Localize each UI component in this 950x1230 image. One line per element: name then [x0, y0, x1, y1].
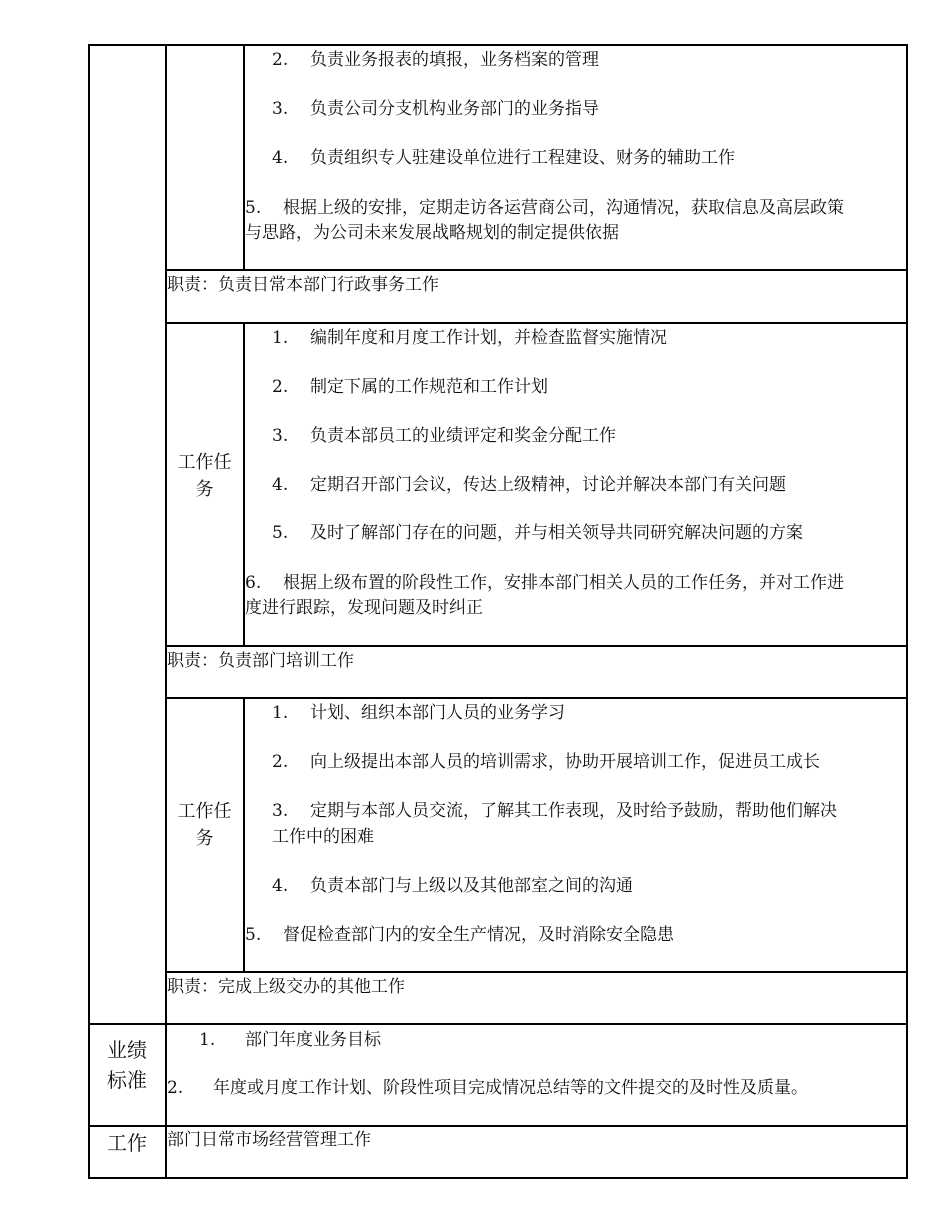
- task-text: 计划、组织本部门人员的业务学习: [310, 703, 565, 723]
- performance-text: 部门年度业务目标: [245, 1030, 381, 1050]
- row-divider: [166, 971, 908, 973]
- duty-row: 职责：完成上级交办的其他工作: [167, 977, 405, 997]
- performance-label: 业绩 标准: [107, 1038, 147, 1092]
- work-label: 工作: [107, 1131, 147, 1155]
- task-number: 2.: [272, 50, 289, 70]
- task-number: 5.: [272, 523, 289, 543]
- row-divider: [166, 269, 908, 271]
- task-text: 根据上级布置的阶段性工作，安排本部门相关人员的工作任务，并对工作进: [283, 573, 844, 593]
- task-text-continued: 度进行跟踪，发现问题及时纠正: [245, 598, 483, 618]
- task-number: 1.: [272, 703, 289, 723]
- task-number: 3.: [272, 426, 289, 446]
- task-text: 根据上级的安排，定期走访各运营商公司，沟通情况，获取信息及高层政策: [283, 198, 844, 218]
- row-divider: [166, 322, 908, 324]
- task-text: 定期与本部人员交流，了解其工作表现，及时给予鼓励，帮助他们解决: [310, 801, 837, 821]
- performance-number: 2.: [167, 1078, 184, 1098]
- duty-row: 职责：负责部门培训工作: [167, 651, 354, 671]
- task-text-continued: 工作中的困难: [272, 827, 374, 847]
- duty-row: 职责：负责日常本部门行政事务工作: [167, 275, 439, 295]
- task-label: 工作任 务: [177, 452, 232, 500]
- table-border-bottom: [88, 1177, 908, 1179]
- task-text: 督促检查部门内的安全生产情况，及时消除安全隐患: [283, 925, 674, 945]
- task-number: 4.: [272, 876, 289, 896]
- performance-text: 年度或月度工作计划、阶段性项目完成情况总结等的文件提交的及时性及质量。: [213, 1078, 808, 1098]
- task-number: 4.: [272, 475, 289, 495]
- task-text: 定期召开部门会议，传达上级精神，讨论并解决本部门有关问题: [310, 475, 786, 495]
- task-number: 6.: [245, 573, 262, 593]
- table-border-right: [906, 44, 908, 1179]
- task-text: 负责本部门与上级以及其他部室之间的沟通: [310, 876, 633, 896]
- performance-number: 1.: [199, 1030, 216, 1050]
- table-border-top: [88, 44, 908, 46]
- row-divider: [166, 697, 908, 699]
- task-number: 2.: [272, 377, 289, 397]
- task-text: 编制年度和月度工作计划，并检查监督实施情况: [310, 328, 667, 348]
- task-number: 3.: [272, 99, 289, 119]
- task-number: 1.: [272, 328, 289, 348]
- table-border-left: [88, 44, 90, 1179]
- task-text: 负责本部员工的业绩评定和奖金分配工作: [310, 426, 616, 446]
- task-number: 5.: [245, 198, 262, 218]
- row-divider: [88, 1125, 908, 1127]
- column-divider: [165, 44, 167, 1179]
- task-label: 工作任 务: [177, 801, 232, 849]
- task-text-continued: 与思路，为公司未来发展战略规划的制定提供依据: [245, 223, 619, 243]
- task-text: 负责公司分支机构业务部门的业务指导: [310, 99, 599, 119]
- task-text: 及时了解部门存在的问题，并与相关领导共同研究解决问题的方案: [310, 523, 803, 543]
- row-divider: [166, 645, 908, 647]
- row-divider: [88, 1023, 908, 1025]
- task-number: 2.: [272, 752, 289, 772]
- task-text: 负责业务报表的填报，业务档案的管理: [310, 50, 599, 70]
- task-number: 4.: [272, 148, 289, 168]
- task-text: 制定下属的工作规范和工作计划: [310, 377, 548, 397]
- work-text: 部门日常市场经营管理工作: [167, 1130, 371, 1150]
- task-text: 向上级提出本部人员的培训需求，协助开展培训工作，促进员工成长: [310, 752, 820, 772]
- task-number: 5.: [245, 925, 262, 945]
- task-number: 3.: [272, 801, 289, 821]
- task-text: 负责组织专人驻建设单位进行工程建设、财务的辅助工作: [310, 148, 735, 168]
